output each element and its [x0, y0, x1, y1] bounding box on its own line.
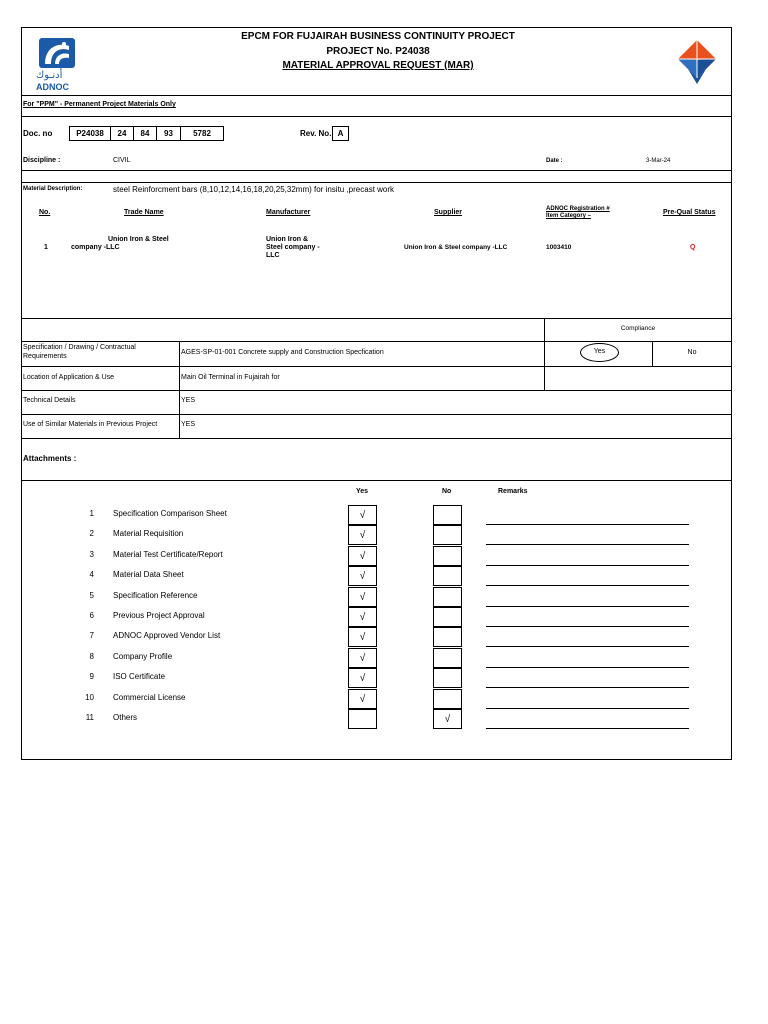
attachment-label: Specification Reference	[113, 591, 198, 600]
attachment-label: Commercial License	[113, 693, 186, 702]
attachments-col-yes: Yes	[356, 488, 369, 495]
attachment-yes-checkbox[interactable]: √	[348, 668, 377, 688]
attachment-label: Material Requisition	[113, 529, 184, 538]
attachment-no-checkbox[interactable]	[433, 668, 462, 688]
compliance-yes-label: Yes	[593, 348, 606, 355]
attachment-no-checkbox[interactable]	[433, 566, 462, 586]
attachment-number: 2	[89, 529, 94, 538]
attachment-no-checkbox[interactable]	[433, 505, 462, 525]
rev-no-label: Rev. No.	[300, 129, 332, 138]
row-spec-label-line2: Requirements	[23, 353, 67, 360]
attachment-remarks-line[interactable]	[486, 728, 689, 729]
col-registration-header-line2: Item Category –	[546, 213, 592, 219]
adnoc-logo-text: ADNOC	[36, 82, 69, 92]
divider	[21, 95, 732, 96]
adnoc-logo	[34, 34, 78, 92]
col-supplier-header: Supplier	[434, 209, 463, 216]
divider	[21, 182, 732, 183]
doc-part-3: 84	[133, 126, 157, 141]
item-supplier: Union Iron & Steel company -LLC	[404, 244, 508, 251]
row-technical-label: Technical Details	[23, 397, 76, 404]
header-form-name: MATERIAL APPROVAL REQUEST (MAR)	[282, 60, 474, 71]
attachment-label: Previous Project Approval	[113, 611, 205, 620]
attachment-remarks-line[interactable]	[486, 524, 689, 525]
date-label: Date :	[546, 158, 563, 164]
row-similar-label: Use of Similar Materials in Previous Project	[23, 421, 158, 428]
attachment-label: Material Test Certificate/Report	[113, 550, 223, 559]
attachment-number: 1	[89, 509, 94, 518]
doc-no-label: Doc. no	[23, 129, 53, 138]
attachment-remarks-line[interactable]	[486, 585, 689, 586]
doc-part-2: 24	[110, 126, 134, 141]
attachment-label: Others	[113, 713, 138, 722]
col-trade-name-header: Trade Name	[124, 209, 164, 216]
item-prequal-status: Q	[690, 244, 696, 251]
item-manufacturer-line2: Steel company -	[266, 244, 320, 251]
attachment-yes-checkbox[interactable]: √	[348, 587, 377, 607]
attachments-title: Attachments :	[23, 454, 77, 463]
attachment-yes-checkbox[interactable]: √	[348, 505, 377, 525]
row-location-value: Main Oil Terminal in Fujairah for	[181, 374, 280, 381]
attachment-no-checkbox[interactable]	[433, 587, 462, 607]
divider	[21, 341, 732, 342]
discipline-label: Discipline :	[23, 157, 61, 164]
discipline-value: CIVIL	[113, 157, 131, 164]
date-value: 3-Mar-24	[646, 158, 671, 164]
item-trade-name-line1: Union Iron & Steel	[108, 236, 169, 243]
divider	[21, 480, 732, 481]
attachment-no-checkbox[interactable]	[433, 648, 462, 668]
row-location-label: Location of Application & Use	[23, 374, 115, 381]
attachment-no-checkbox[interactable]	[433, 525, 462, 545]
attachment-remarks-line[interactable]	[486, 606, 689, 607]
attachment-label: ISO Certificate	[113, 672, 166, 681]
attachment-remarks-line[interactable]	[486, 626, 689, 627]
attachment-number: 9	[89, 672, 94, 681]
attachment-no-checkbox[interactable]: √	[433, 709, 462, 729]
attachment-number: 7	[89, 631, 94, 640]
attachment-remarks-line[interactable]	[486, 544, 689, 545]
divider	[21, 116, 732, 117]
attachment-yes-checkbox[interactable]	[348, 709, 377, 729]
item-manufacturer-line1: Union Iron &	[266, 236, 308, 243]
material-description-label: Material Description:	[23, 186, 83, 192]
divider	[21, 414, 732, 415]
attachment-number: 3	[89, 550, 94, 559]
attachment-number: 10	[85, 693, 94, 702]
attachment-number: 6	[89, 611, 94, 620]
divider	[21, 390, 732, 391]
item-trade-name-line2: company -LLC	[71, 244, 120, 251]
attachment-number: 8	[89, 652, 94, 661]
attachment-label: Specification Comparison Sheet	[113, 509, 227, 518]
attachment-number: 5	[89, 591, 94, 600]
attachment-no-checkbox[interactable]	[433, 607, 462, 627]
attachment-label: ADNOC Approved Vendor List	[113, 631, 221, 640]
attachment-yes-checkbox[interactable]: √	[348, 607, 377, 627]
row-technical-value: YES	[181, 397, 196, 404]
attachment-number: 4	[89, 570, 94, 579]
col-manufacturer-header: Manufacturer	[266, 209, 311, 216]
attachment-yes-checkbox[interactable]: √	[348, 648, 377, 668]
attachment-remarks-line[interactable]	[486, 667, 689, 668]
diamond-logo-icon	[676, 38, 718, 86]
row-spec-value: AGES-SP-01-001 Concrete supply and Construction Specfication	[181, 349, 384, 356]
attachment-no-checkbox[interactable]	[433, 689, 462, 709]
row-spec-label-line1: Specification / Drawing / Contractual	[23, 344, 136, 351]
divider	[21, 170, 732, 171]
doc-part-project: P24038	[69, 126, 111, 141]
attachment-remarks-line[interactable]	[486, 708, 689, 709]
divider	[21, 318, 732, 319]
col-prequal-header: Pre-Qual Status	[663, 209, 716, 216]
header-title: EPCM FOR FUJAIRAH BUSINESS CONTINUITY PROJECT	[241, 31, 515, 42]
attachment-remarks-line[interactable]	[486, 687, 689, 688]
item-registration: 1003410	[546, 244, 572, 251]
compliance-no-label: No	[687, 349, 697, 356]
item-no: 1	[44, 244, 48, 251]
attachment-no-checkbox[interactable]	[433, 627, 462, 647]
material-description-value: steel Reinforcment bars (8,10,12,14,16,18,20,25,32mm) for insitu ,precast work	[113, 185, 395, 194]
compliance-header: Compliance	[620, 325, 656, 332]
attachment-yes-checkbox[interactable]: √	[348, 566, 377, 586]
divider	[21, 438, 732, 439]
item-manufacturer-line3: LLC	[266, 252, 280, 259]
attachments-col-remarks: Remarks	[498, 488, 528, 495]
divider	[21, 366, 732, 367]
col-registration-header-line1: ADNOC Registration #	[546, 206, 610, 212]
attachment-remarks-line[interactable]	[486, 565, 689, 566]
attachment-no-checkbox[interactable]	[433, 546, 462, 566]
header-project-number: PROJECT No. P24038	[326, 46, 430, 57]
row-similar-value: YES	[181, 421, 196, 428]
adnoc-emblem-icon	[37, 36, 77, 70]
ppm-note: For "PPM" - Permanent Project Materials Only	[23, 101, 176, 108]
attachment-label: Company Profile	[113, 652, 173, 661]
attachment-remarks-line[interactable]	[486, 646, 689, 647]
rev-no-value: A	[332, 126, 349, 141]
col-no-header: No.	[39, 209, 51, 216]
attachment-label: Material Data Sheet	[113, 570, 184, 579]
attachment-yes-checkbox[interactable]: √	[348, 525, 377, 545]
doc-part-4: 93	[156, 126, 181, 141]
attachment-yes-checkbox[interactable]: √	[348, 627, 377, 647]
attachment-yes-checkbox[interactable]: √	[348, 689, 377, 709]
adnoc-arabic-text: أدنـوك	[36, 70, 63, 81]
attachment-number: 11	[85, 713, 94, 722]
attachment-yes-checkbox[interactable]: √	[348, 546, 377, 566]
doc-part-5: 5782	[180, 126, 224, 141]
attachments-col-no: No	[442, 488, 452, 495]
